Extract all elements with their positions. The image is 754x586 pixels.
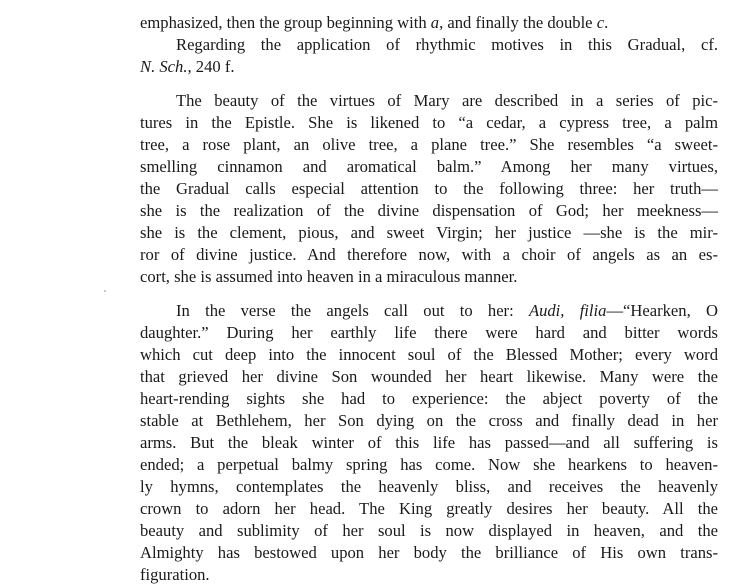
text-line: crown to adorn her head. The King greatly desires her beauty. All the <box>140 499 718 518</box>
text-line: stable at Bethlehem, her Son dying on the cross and finally dead in her <box>140 411 718 430</box>
text-line: cort, she is assumed into heaven in a miraculous manner. <box>140 267 518 286</box>
paper-speck <box>104 290 106 292</box>
text-line: she is the clement, pious, and sweet Virgin; her justice —she is the mir- <box>140 223 718 242</box>
text-line: tures in the Epistle. She is likened to “a cedar, a cypress tree, a palm <box>140 113 718 132</box>
text-line: which cut deep into the innocent soul of the Blessed Mother; every word <box>140 345 718 364</box>
text-line: she is the realization of the divine dispensation of God; her meekness— <box>140 201 718 220</box>
text-line: In the verse the angels call out to her: Audi, filia—“Hearken, O <box>176 301 718 320</box>
text-line: Regarding the application of rhythmic motives in this Gradual, cf. <box>176 35 718 54</box>
text-line: that grieved her divine Son wounded her heart likewise. Many were the <box>140 367 718 386</box>
text-line: tree, a rose plant, an olive tree, a plane tree.” She resembles “a sweet- <box>140 135 718 154</box>
text-line: heart-rending sights she had to experience: the abject poverty of the <box>140 389 718 408</box>
text-line: emphasized, then the group beginning with a, and finally the double c. <box>140 13 609 32</box>
book-page-text <box>140 12 718 586</box>
text-line: N. Sch., 240 f. <box>140 57 235 76</box>
paragraph <box>140 12 718 34</box>
text-line: figuration. <box>140 565 210 584</box>
paragraph-gap <box>140 288 718 300</box>
text-line: smelling cinnamon and aromatical balm.” Among her many virtues, <box>140 157 718 176</box>
text-line: daughter.” During her earthly life there were hard and bitter words <box>140 323 718 342</box>
text-line: ly hymns, contemplates the heavenly bliss, and receives the heavenly <box>140 477 718 496</box>
paragraph-gap <box>140 78 718 90</box>
text-line: ended; a perpetual balmy spring has come. Now she hearkens to heaven- <box>140 455 718 474</box>
paragraph <box>140 34 718 78</box>
paragraph <box>140 90 718 288</box>
text-line: ror of divine justice. And therefore now, with a choir of angels as an es- <box>140 245 718 264</box>
text-line: arms. But the bleak winter of this life has passed—and all suffering is <box>140 433 718 452</box>
text-line: the Gradual calls especial attention to the following three: her truth— <box>140 179 718 198</box>
text-line: The beauty of the virtues of Mary are described in a series of pic- <box>176 91 718 110</box>
text-line: Almighty has bestowed upon her body the brilliance of His own trans- <box>140 543 718 562</box>
text-line: beauty and sublimity of her soul is now displayed in heaven, and the <box>140 521 718 540</box>
paragraph <box>140 300 718 586</box>
